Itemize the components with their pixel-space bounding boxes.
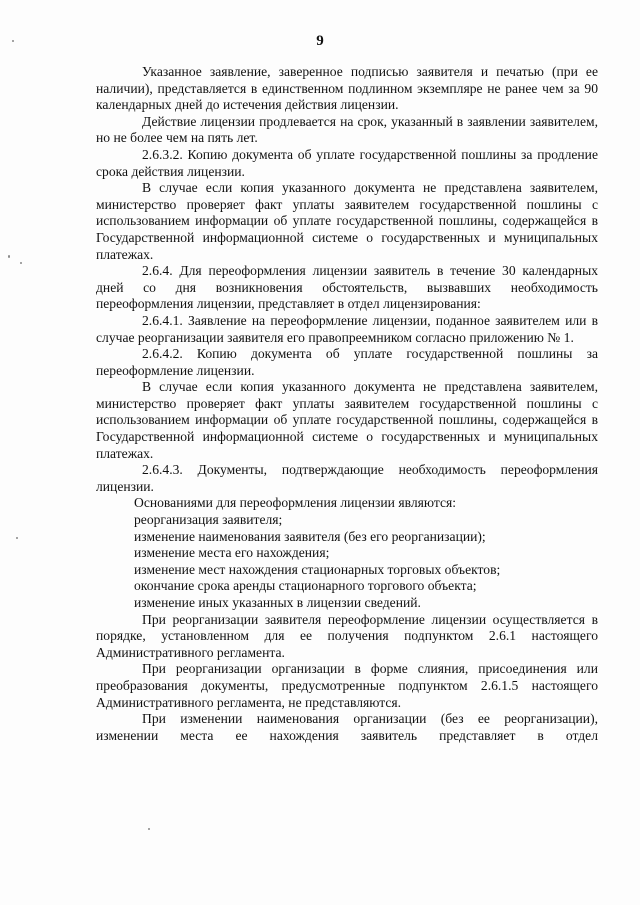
paragraph: окончание срока аренды стационарного торгового объекта; [134, 578, 477, 594]
paragraph: изменение иных указанных в лицензии сведений. [134, 595, 421, 610]
paragraph: 2.6.4.2. Копию документа об уплате государственной пошлины за переоформление лицензии. [96, 346, 598, 378]
paragraph: При изменении наименования организации (без ее реорганизации), изменении места ее нахождения заявитель представляет в отдел [96, 711, 598, 743]
scan-speck [20, 262, 22, 264]
paragraph: 2.6.4. Для переоформления лицензии заявитель в течение 30 календарных дней со дня возникновения обстоятельств, вызвавших необходимость переоформления лицензии, представляет в отдел лицензирования: [96, 263, 598, 312]
paragraph: При реорганизации заявителя переоформление лицензии осуществляется в порядке, установленном для ее получения подпунктом 2.6.1 настоящего Административного регламента. [96, 611, 598, 660]
paragraph: При реорганизации организации в форме слияния, присоединения или преобразования документы, предусмотренные подпунктом 2.6.1.5 настоящего Административного регламента, не представляются. [96, 661, 598, 710]
paragraph: Указанное заявление, заверенное подписью заявителя и печатью (при ее наличии), представляется в единственном подлинном экземпляре не ранее чем за 90 календарных дней до истечения действия лицензии. [96, 64, 598, 113]
scan-speck [8, 255, 10, 258]
page-number: 9 [316, 33, 324, 49]
paragraph: 2.6.3.2. Копию документа об уплате государственной пошлины за продление срока действия лицензии. [96, 146, 598, 179]
paragraph: В случае если копия указанного документа не представлена заявителем, министерство проверяет факт уплаты заявителем государственной пошлины с использованием информации об уплате государственной пошлины, содержащейся в Государственной информационной системе о государственных и муниципальных платежах. [96, 180, 598, 262]
scan-speck [148, 828, 150, 830]
paragraph: изменение мест нахождения стационарных торговых объектов; [134, 561, 501, 577]
scan-speck [12, 40, 14, 42]
paragraph: 2.6.4.3. Документы, подтверждающие необходимость переоформления лицензии. [96, 462, 598, 494]
paragraph: В случае если копия указанного документа не представлена заявителем, министерство проверяет факт уплаты заявителем государственной пошлины с использованием информации об уплате государственной пошлины, содержащейся в Государственной информационной системе о государственных и муниципальных платежах. [96, 379, 598, 461]
paragraph: 2.6.4.1. Заявление на переоформление лицензии, поданное заявителем или в случае реорганизации заявителя его правопреемником согласно приложению № 1. [96, 312, 598, 345]
paragraph: изменение наименования заявителя (без его реорганизации); [134, 528, 486, 544]
paragraph: реорганизация заявителя; [134, 512, 283, 528]
document-body [96, 64, 598, 744]
paragraph: Основаниями для переоформления лицензии являются: [134, 495, 457, 511]
scan-speck [16, 537, 18, 539]
paragraph: изменение места его нахождения; [134, 545, 330, 561]
paragraph: Действие лицензии продлевается на срок, указанный в заявлении заявителем, но не более чем на пять лет. [96, 113, 598, 146]
